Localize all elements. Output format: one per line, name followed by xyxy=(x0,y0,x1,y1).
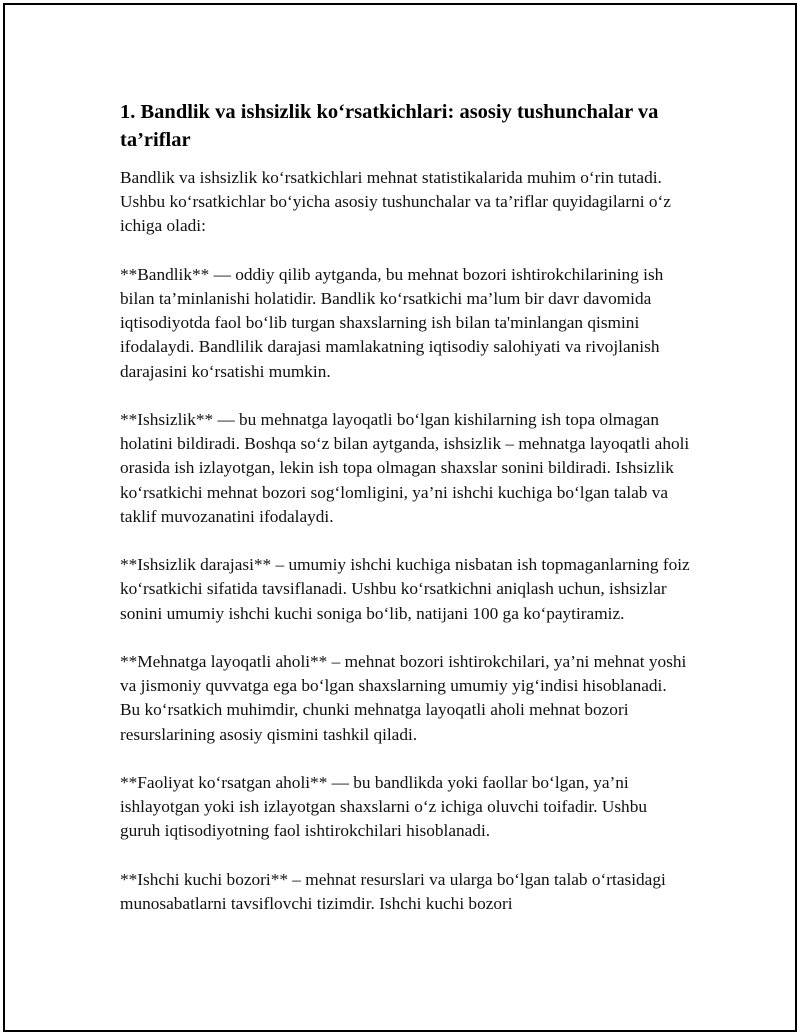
paragraph-ishsizlik: **Ishsizlik** — bu mehnatga layoqatli bo‘lgan kishilarning ish topa olmagan holatini bildiradi. Boshqa so‘z bilan aytganda, ishsizlik – mehnatga layoqatli aholi orasida ish izlayotgan, lekin ish topa olmagan shaxslar sonini bildiradi. Ishsizlik ko‘rsatkichi mehnat bozori sog‘lomligini, ya’ni ishchi kuchiga bo‘lgan talab va taklif muvozanatini ifodalaydi. xyxy=(120,410,690,526)
document-body xyxy=(120,98,690,940)
paragraph-ishsizlik-darajasi: **Ishsizlik darajasi** – umumiy ishchi kuchiga nisbatan ish topmaganlarning foiz ko‘rsatkichi sifatida tavsiflanadi. Ushbu ko‘rsatkichni aniqlash uchun, ishsizlar sonini umumiy ishchi kuchi soniga bo‘lib, natijani 100 ga ko‘paytiramiz. xyxy=(120,555,690,623)
section-heading: 1. Bandlik va ishsizlik ko‘rsatkichlari: asosiy tushunchalar va ta’riflar xyxy=(120,101,659,151)
paragraph-bandlik: **Bandlik** — oddiy qilib aytganda, bu mehnat bozori ishtirokchilarining ish bilan ta’minlanishi holatidir. Bandlik ko‘rsatkichi ma’lum bir davr davomida iqtisodiyotda faol bo‘lib turgan shaxslarning ish bilan ta'minlangan qismini ifodalaydi. Bandlilik darajasi mamlakatning iqtisodiy salohiyati va rivojlanish darajasini ko‘rsatishi mumkin. xyxy=(120,264,664,381)
paragraph-ishchi-kuchi: **Ishchi kuchi bozori** – mehnat resurslari va ularga bo‘lgan talab o‘rtasidagi munosabatlarni tavsiflovchi tizimdir. Ishchi kuchi bozori xyxy=(120,869,666,913)
paragraph-faoliyat: **Faoliyat ko‘rsatgan aholi** — bu bandlikda yoki faollar bo‘lgan, ya’ni ishlayotgan yoki ish izlayotgan shaxslarni o‘z ichiga oluvchi toifadir. Ushbu guruh iqtisodiyotning faol ishtirokchilari hisoblanadi. xyxy=(120,773,647,841)
page-frame xyxy=(3,3,797,1032)
paragraph-mehnatga-layoqatli: **Mehnatga layoqatli aholi** – mehnat bozori ishtirokchilari, ya’ni mehnat yoshi va jismoniy quvvatga ega bo‘lgan shaxslarning umumiy yig‘indisi hisoblanadi. Bu ko‘rsatkich muhimdir, chunki mehnatga layoqatli aholi mehnat bozori resurslarining asosiy qismini tashkil qiladi. xyxy=(120,652,687,744)
paragraph-intro: Bandlik va ishsizlik ko‘rsatkichlari mehnat statistikalarida muhim o‘rin tutadi. Ushbu ko‘rsatkichlar bo‘yicha asosiy tushunchalar va ta’riflar quyidagilarni o‘z ichiga oladi: xyxy=(120,168,671,236)
